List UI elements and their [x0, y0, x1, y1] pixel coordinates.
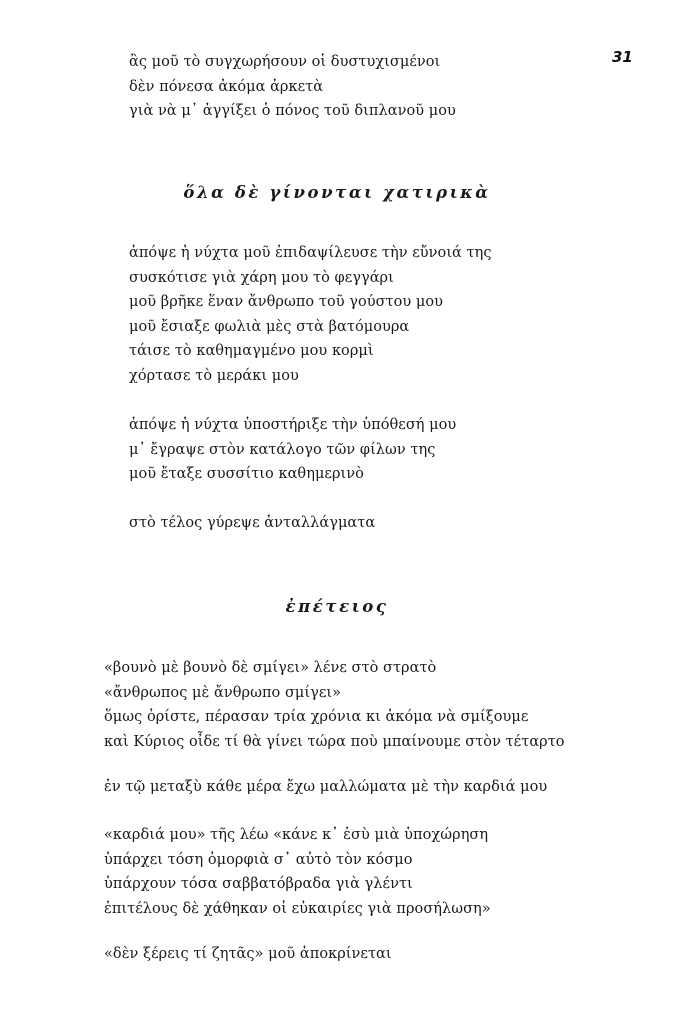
poem-line: μ᾿ ἔγραψε στὸν κατάλογο τῶν φίλων της [129, 441, 436, 458]
poem-line: στὸ τέλος γύρεψε ἀνταλλάγματα [129, 515, 376, 531]
poem-line: ἐπιτέλους δὲ χάθηκαν οἱ εὐκαιρίες γιὰ προσήλωση» [104, 900, 491, 917]
poem-stanza [129, 241, 492, 389]
poem-stanza [129, 413, 456, 487]
poem-line: «δὲν ξέρεις τί ζητᾶς» μοῦ ἀποκρίνεται [104, 946, 392, 962]
poem-line: συσκότισε γιὰ χάρη μου τὸ φεγγάρι [129, 269, 394, 286]
poem-line: «βουνὸ μὲ βουνὸ δὲ σμίγει» λένε στὸ στρατὸ [104, 660, 437, 676]
poem-line: ἐν τῷ μεταξὺ κάθε μέρα ἔχω μαλλώματα μὲ τὴν καρδιά μου [104, 779, 548, 795]
poem-line: «ἄνθρωπος μὲ ἄνθρωπο σμίγει» [104, 684, 342, 701]
poem-line: τάισε τὸ καθημαγμένο μου κορμὶ [129, 343, 374, 360]
poem-title: ὅλα δὲ γίνονται χατιρικὰ [183, 183, 491, 202]
poem-line: ὅμως ὁρίστε, πέρασαν τρία χρόνια κι ἀκόμα νὰ σμίξουμε [104, 709, 529, 726]
poem-line: μοῦ ἔταξε συσσίτιο καθημερινὸ [129, 466, 364, 483]
poem-stanza [104, 823, 491, 921]
poem-line: ὑπάρχουν τόσα σαββατόβραδα γιὰ γλέντι [104, 876, 413, 893]
poem-line: γιὰ νὰ μ᾿ ἀγγίξει ὁ πόνος τοῦ διπλανοῦ μου [129, 103, 456, 120]
poem-stanza [129, 511, 375, 536]
poem-line: καὶ Κύριος οἶδε τί θὰ γίνει τώρα ποὺ μπαίνουμε στὸν τέταρτο [104, 733, 565, 750]
poem-title: ἐπέτειος [285, 597, 389, 616]
poem-line: ἂς μοῦ τὸ συγχωρήσουν οἱ δυστυχισμένοι [129, 54, 441, 70]
poem-line: μοῦ βρῆκε ἕναν ἄνθρωπο τοῦ γούστου μου [129, 294, 444, 311]
poem-line: ὑπάρχει τόση ὀμορφιὰ σ᾿ αὐτὸ τὸν κόσμο [104, 851, 413, 868]
poem-line: «καρδιά μου» τῆς λέω «κάνε κ᾿ ἐσὺ μιὰ ὑποχώρηση [104, 827, 489, 843]
poem-stanza [104, 942, 392, 967]
page-number: 31 [612, 48, 633, 66]
continuation-stanza [129, 50, 456, 124]
poem-line: χόρτασε τὸ μεράκι μου [129, 367, 299, 384]
poem-stanza [104, 775, 547, 800]
poem-stanza [104, 656, 565, 754]
poem-line: ἀπόψε ἡ νύχτα ὑποστήριξε τὴν ὑπόθεσή μου [129, 417, 457, 433]
poem-line: δὲν πόνεσα ἀκόμα ἀρκετὰ [129, 78, 324, 95]
poem-line: ἀπόψε ἡ νύχτα μοῦ ἐπιδαψίλευσε τὴν εὔνοιά της [129, 245, 492, 261]
poem-line: μοῦ ἔσιαξε φωλιὰ μὲς στὰ βατόμουρα [129, 318, 410, 335]
